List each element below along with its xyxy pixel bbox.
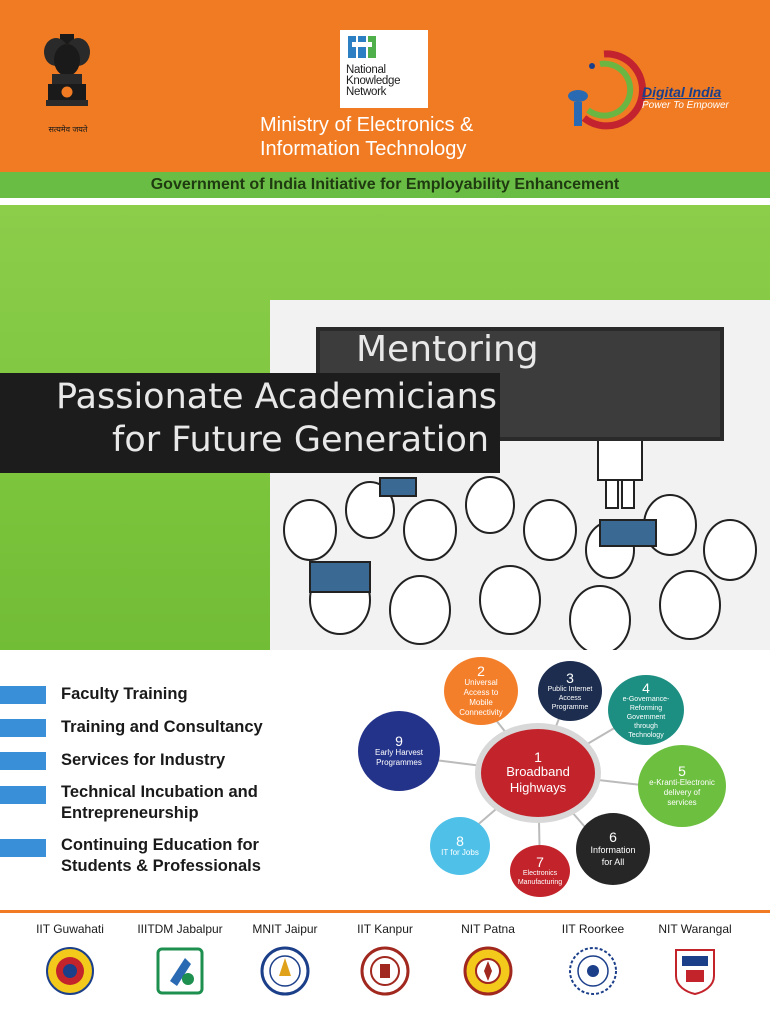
institute-name: NIT Warangal — [658, 922, 732, 936]
bullet-bar — [0, 719, 46, 737]
pillar-2-node — [444, 657, 518, 725]
iit-guwahati-seal-icon — [45, 946, 95, 996]
footer-divider — [0, 910, 770, 913]
ministry-title — [260, 113, 473, 161]
hero-title-line3: for Future Generation — [112, 420, 490, 460]
pillar-9-node — [358, 711, 440, 791]
bullet-bar — [0, 686, 46, 704]
institute-item — [240, 922, 330, 1001]
institute-item — [345, 922, 425, 1001]
service-label: Services for Industry — [61, 751, 226, 769]
bullet-bar — [0, 839, 46, 857]
nkn-mark-icon — [348, 34, 378, 60]
pillar-1-node — [475, 723, 601, 823]
institute-name: MNIT Jaipur — [252, 922, 318, 936]
institute-item — [125, 922, 235, 1001]
institute-item — [650, 922, 740, 1001]
service-label: Technical Incubation and Entrepreneurship — [61, 783, 258, 822]
pillar-6-label: Information for All — [590, 845, 636, 867]
institute-name: IIT Guwahati — [36, 922, 104, 936]
pillar-8-label: IT for Jobs — [441, 848, 479, 857]
pillar-7-label: Electronics Manufacturing — [517, 870, 563, 886]
pillar-6-number: 6 — [609, 829, 617, 845]
pillar-9-number: 9 — [395, 733, 403, 749]
pillar-8-number: 8 — [456, 833, 464, 849]
iit-kanpur-seal-icon — [360, 946, 410, 996]
service-label: Continuing Education for Students & Professionals — [61, 836, 261, 875]
pillar-3-number: 3 — [566, 669, 574, 686]
emblem-motto: सत्यमेव जयते — [48, 125, 88, 134]
pillar-6-node — [576, 813, 650, 885]
institute-item — [448, 922, 528, 1001]
hero-title-line2: Passionate Academicians — [56, 377, 498, 417]
digital-india-pillars-diagram — [350, 655, 770, 900]
nit-patna-seal-icon — [463, 946, 513, 996]
service-label: Faculty Training — [61, 685, 188, 703]
hero-section — [0, 205, 770, 650]
pillar-2-label: Universal Access to Mobile Connectivity — [459, 678, 503, 717]
digital-india-tagline: Power To Empower — [642, 100, 729, 111]
institute-item — [30, 922, 110, 1001]
institute-item — [548, 922, 638, 1001]
pillar-4-label: e-Governance-Reforming Government through Technology — [622, 695, 670, 739]
hero-title-line1: Mentoring — [356, 329, 539, 370]
pillar-3-label: Public Internet Access Programme — [547, 685, 593, 711]
pillar-5-label: e-Kranti-Electronic delivery of services — [649, 778, 715, 807]
nkn-logo — [340, 30, 428, 108]
nkn-line2: Knowledge — [346, 75, 401, 87]
digital-india-title: Digital India — [642, 84, 722, 100]
institutes-footer — [0, 916, 770, 1024]
tagline: Government of India Initiative for Employability Enhancement — [150, 176, 620, 193]
pillar-8-node — [430, 817, 490, 875]
iiitdm-jabalpur-seal-icon — [155, 946, 205, 996]
pillar-9-label: Early Harvest Programmes — [374, 748, 423, 767]
nkn-line1: National — [346, 64, 386, 76]
pillar-3-node — [538, 661, 602, 721]
institute-name: IIT Kanpur — [357, 922, 413, 936]
nit-warangal-seal-icon — [670, 946, 720, 996]
institute-name: IIITDM Jabalpur — [137, 922, 223, 936]
iit-roorkee-seal-icon — [568, 946, 618, 996]
header-banner — [0, 0, 770, 172]
institute-name: IIT Roorkee — [561, 922, 625, 936]
bullet-bar — [0, 752, 46, 770]
pillar-4-node — [608, 675, 684, 745]
pillar-4-number: 4 — [642, 679, 650, 696]
pillar-7-node — [510, 845, 570, 897]
pillar-5-node — [638, 745, 726, 827]
ministry-line2: Information Technology — [260, 138, 467, 160]
pillar-7-number: 7 — [536, 854, 544, 870]
institute-name: NIT Patna — [461, 922, 515, 936]
pillar-5-number: 5 — [678, 763, 686, 779]
mnit-jaipur-seal-icon — [260, 946, 310, 996]
pillar-1-number: 1 — [534, 749, 542, 765]
nkn-line3: Network — [346, 86, 387, 98]
ministry-line1: Ministry of Electronics & — [260, 114, 474, 136]
pillar-1-label: Broadband Highways — [506, 764, 570, 795]
pillar-2-number: 2 — [477, 663, 485, 679]
service-label: Training and Consultancy — [61, 718, 263, 736]
bullet-bar — [0, 786, 46, 804]
